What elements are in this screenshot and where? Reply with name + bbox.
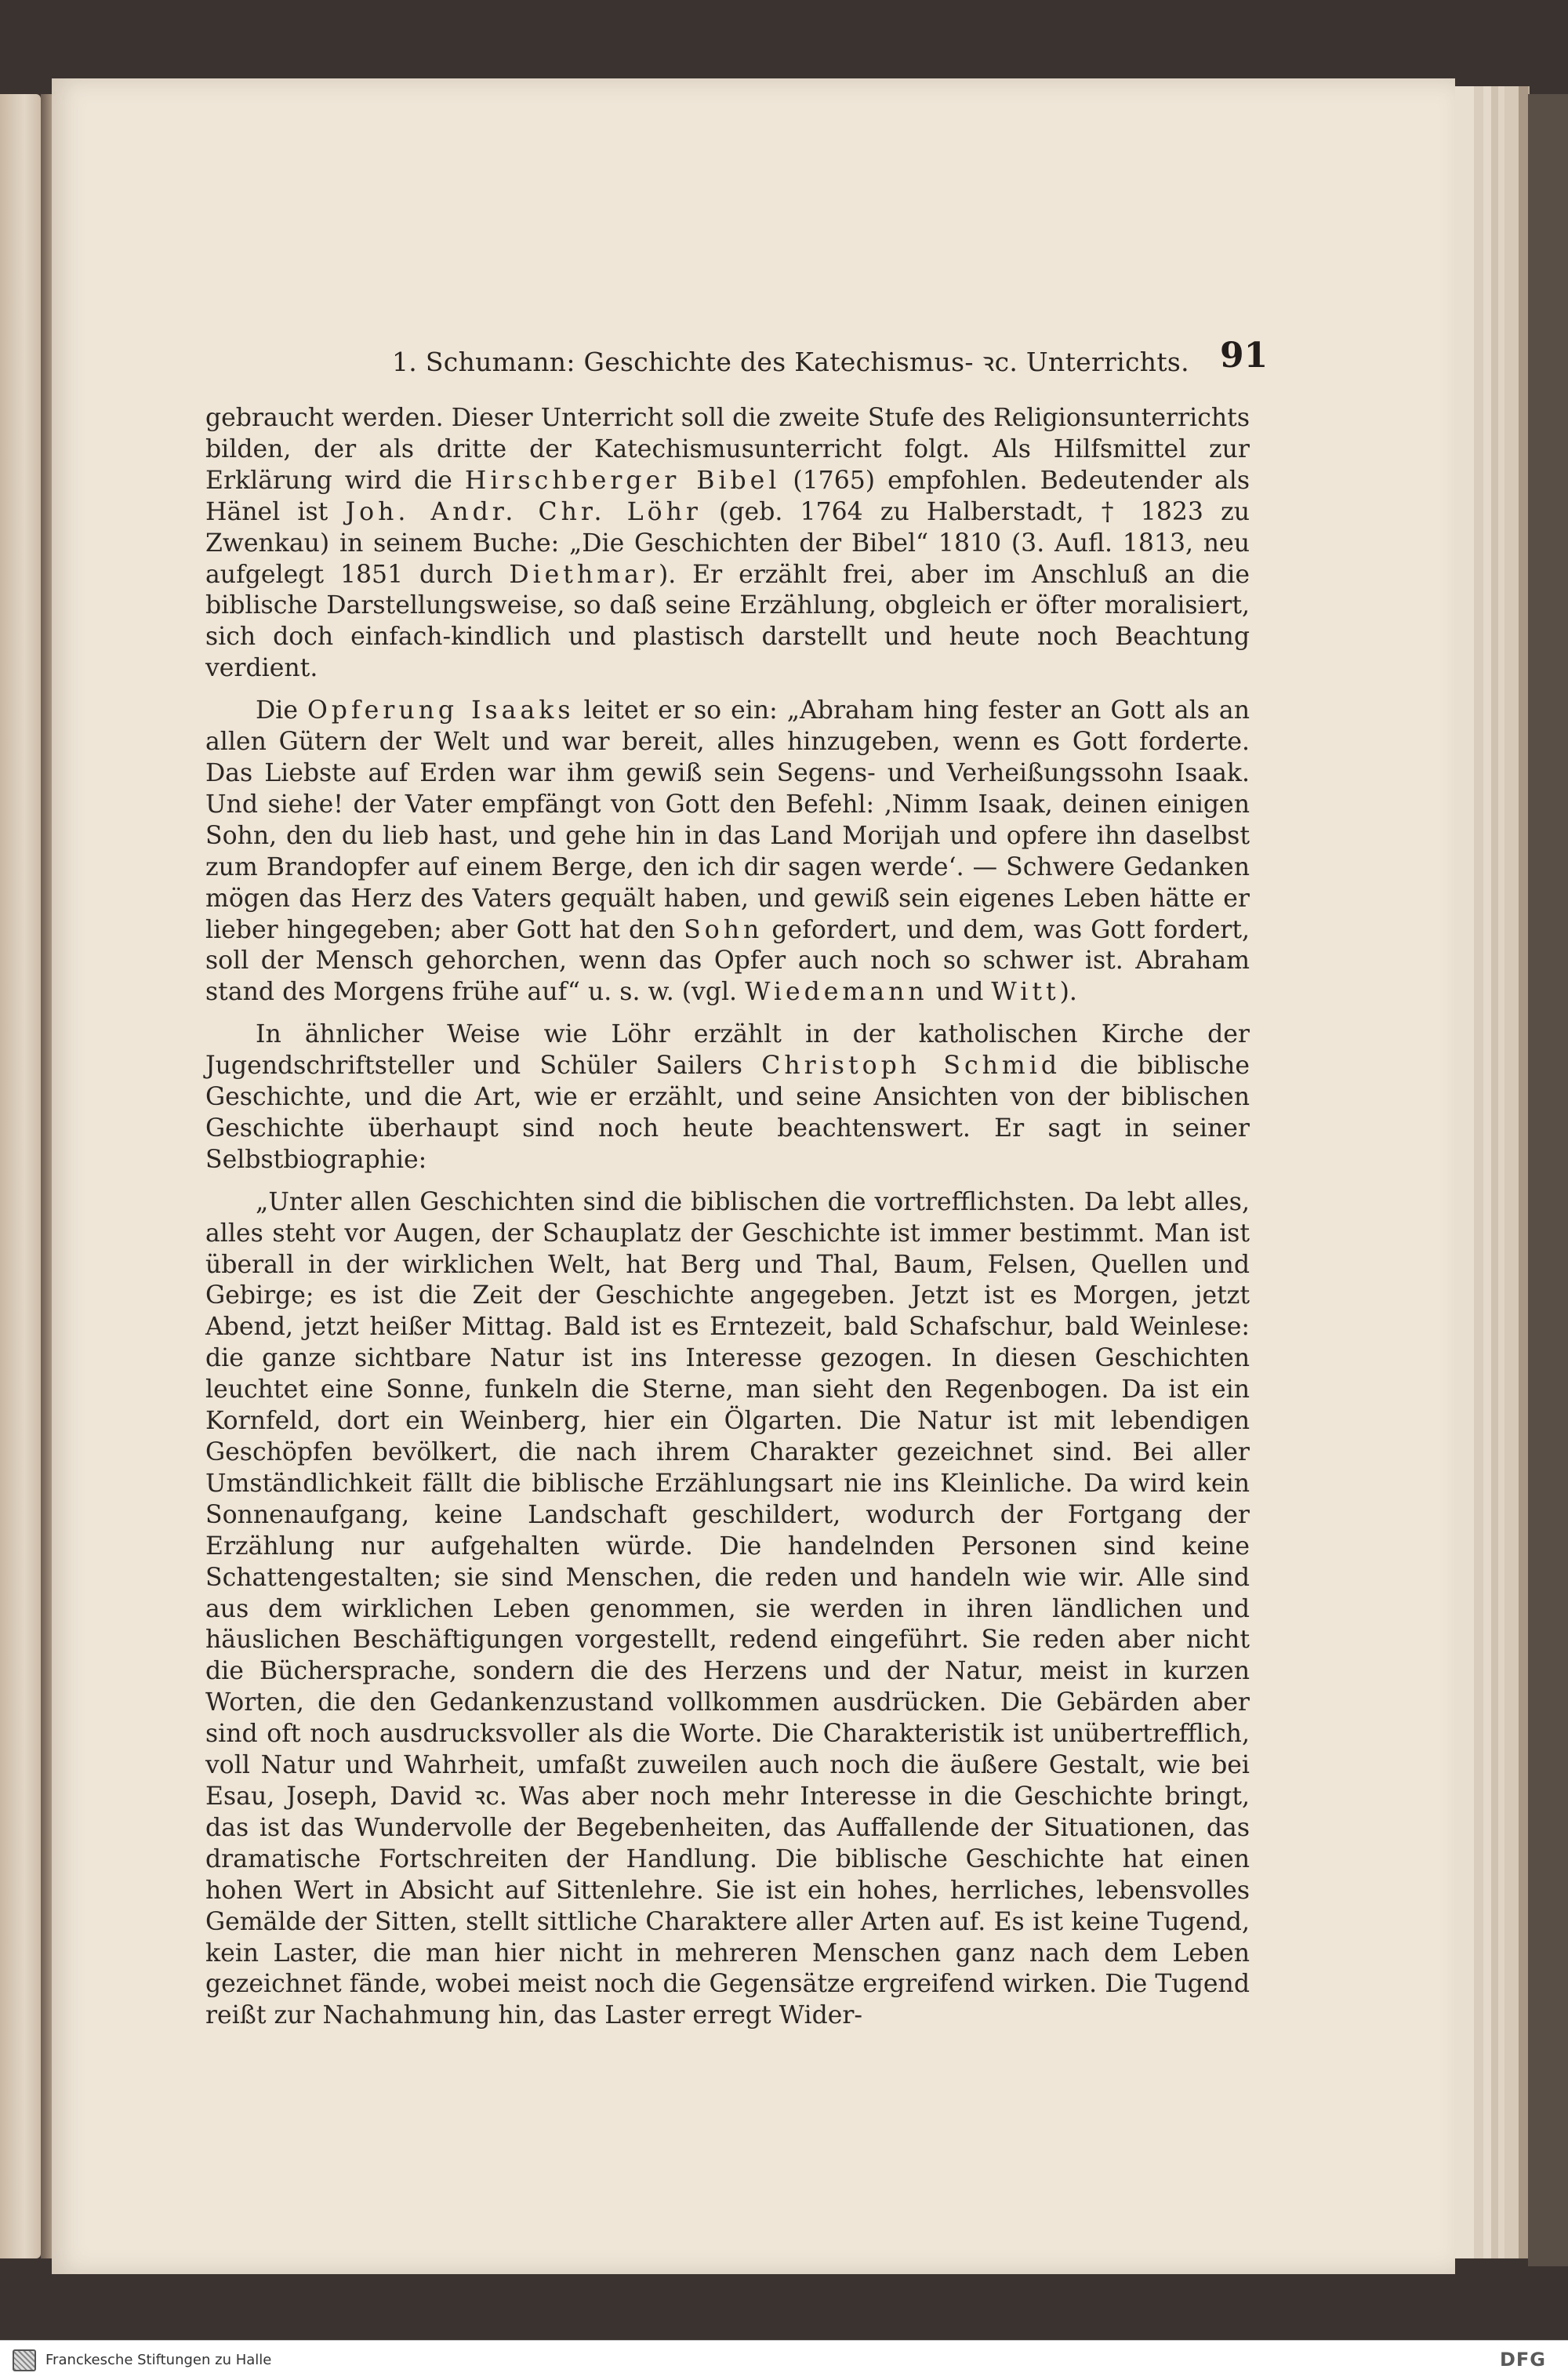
text-run: ). (1059, 978, 1077, 1007)
text-run: ). Er erzählt frei, aber im Anschluß an die biblische Darstellungsweise, so daß seine Erzählung, obgleich er öfter moralisiert, sich doch einfach-kindlich und plastisch darstellt und heute noch Beachtung verdient. (205, 560, 1250, 683)
book-gutter (41, 94, 52, 2258)
page-edge (1504, 86, 1520, 2258)
text-run: (geb. 1764 zu Halberstadt, † 1823 zu Zwenkau) in seinem Buche: „Die Geschichten der Bibel“ 1810 (3. Aufl. 1813, neu aufgelegt 1851 durch (205, 497, 1250, 589)
spaced-name: Hirschberger Bibel (464, 466, 781, 495)
text-run: gebraucht werden. Dieser Unterricht soll die zweite Stufe des Religionsunterrichts bilden, der als dritte der Katechismusunterricht folgt. Als Hilfsmittel zur Erklärung wird die (205, 404, 1250, 495)
spaced-name: Opferung Isaaks (307, 696, 575, 725)
institution-logo-icon (13, 2349, 36, 2371)
book-cover-edge (1528, 94, 1568, 2266)
facing-page-edge (0, 94, 41, 2258)
text-run: leitet er so ein: „Abraham hing fester an Gott als an allen Gütern der Welt und war bereit, alles hinzugeben, wenn es Gott forderte. Das Liebste auf Erden war ihm gewiß sein Segens- und Verheißungssohn Isaak. Und siehe! der Vater empfängt von Gott den Befehl: ‚Nimm Isaak, deinen einigen Sohn, den du lieb hast, und gehe hin in das Land Morijah und opfere ihn daselbst zum Brandopfer auf einem Berge, den ich dir sagen werde‘. — Schwere Gedanken mögen das Herz des Vaters gequält haben, und gewiß sein eigenes Leben hätte er lieber hingegeben; aber Gott hat den (205, 696, 1250, 944)
spaced-name: Joh. Andr. Chr. Löhr (345, 497, 702, 526)
institution-label: Franckesche Stiftungen zu Halle (45, 2352, 272, 2368)
text-run: (1765) empfohlen. Bedeutender als Hänel ist (205, 466, 1250, 526)
body-text (205, 403, 1250, 2043)
spaced-name: Sohn (684, 915, 764, 944)
running-header: 1. Schumann: Geschichte des Katechismus- ꝛc. Unterrichts. (392, 347, 1189, 377)
spaced-name: Witt (991, 978, 1060, 1007)
text-run: gefordert, und dem, was Gott fordert, soll der Mensch gehorchen, wenn das Opfer auch noch so schwer ist. Abraham stand des Morgens frühe auf“ u. s. w. (vgl. (205, 915, 1250, 1007)
paragraph (205, 403, 1250, 685)
spaced-name: Wiedemann (745, 978, 928, 1007)
text-run: die biblische Geschichte, und die Art, wie er erzählt, und seine Ansichten von der biblischen Geschichte überhaupt sind noch heute beachtenswert. Er sagt in seiner Selbstbiographie: (205, 1052, 1250, 1174)
text-run: Die (256, 696, 307, 725)
dfg-logo: DFG (1499, 2349, 1546, 2371)
text-run: und (927, 978, 992, 1007)
paragraph (205, 1019, 1250, 1176)
spaced-name: Christoph Schmid (761, 1052, 1062, 1081)
paragraph (205, 1187, 1250, 2032)
text-run: „Unter allen Geschichten sind die biblischen die vortrefflichsten. Da lebt alles, alles steht vor Augen, der Schauplatz der Geschichte ist immer bestimmt. Man ist überall in der wirklichen Welt, hat Berg und Thal, Baum, Felsen, Quellen und Gebirge; es ist die Zeit der Geschichte angegeben. Jetzt ist es Morgen, jetzt Abend, jetzt heißer Mittag. Bald ist es Erntezeit, bald Schafschur, bald Weinlese: die ganze sichtbare Natur ist ins Interesse gezogen. In diesen Geschichten leuchtet eine Sonne, funkeln die Sterne, man sieht den Regenbogen. Da ist ein Kornfeld, dort ein Weinberg, hier ein Ölgarten. Die Natur ist mit lebendigen Geschöpfen bevölkert, die nach ihrem Charakter gezeichnet sind. Bei aller Umständlichkeit fällt die biblische Erzählungsart nie ins Kleinliche. Da wird kein Sonnenaufgang, keine Landschaft geschildert, wodurch der Fortgang der Erzählung nur aufgehalten würde. Die handelnden Personen sind keine Schattengestalten; sie sind Menschen, die reden und handeln wie wir. Alle sind aus dem wirklichen Leben genommen, sie werden in ihren ländlichen und häuslichen Beschäftigungen vorgestellt, redend eingeführt. Sie reden aber nicht die Büchersprache, sondern die des Herzens und der Natur, meist in kurzen Worten, die den Gedankenzustand vollkommen ausdrücken. Die Gebärden aber sind oft noch ausdrucksvoller als die Worte. Die Charakteristik ist unübertrefflich, voll Natur und Wahrheit, umfaßt zuweilen auch noch die äußere Gestalt, wie bei Esau, Joseph, David ꝛc. Was aber noch mehr Interesse in die Geschichte bringt, das ist das Wundervolle der Begebenheiten, das Auffallende der Situationen, das dramatische Fortschreiten der Handlung. Die biblische Geschichte hat einen hohen Wert in Absicht auf Sittenlehre. Sie ist ein hohes, herrliches, lebensvolles Gemälde der Sitten, stellt sittliche Charaktere aller Arten auf. Es ist keine Tugend, kein Laster, die man hier nicht in mehreren Menschen ganz nach dem Leben gezeichnet fände, wobei meist noch die Gegensätze ergreifend wirken. Die Tugend reißt zur Nachahmung hin, das Laster erregt Wider- (205, 1187, 1250, 2030)
book-page (52, 78, 1455, 2274)
viewer-footer (0, 2340, 1568, 2380)
page-number: 91 (1220, 336, 1269, 376)
spaced-name: Diethmar (509, 560, 659, 589)
paragraph (205, 696, 1250, 1008)
text-run: In ähnlicher Weise wie Löhr erzählt in der katholischen Kirche der Jugendschriftsteller und Schüler Sailers (205, 1020, 1250, 1081)
